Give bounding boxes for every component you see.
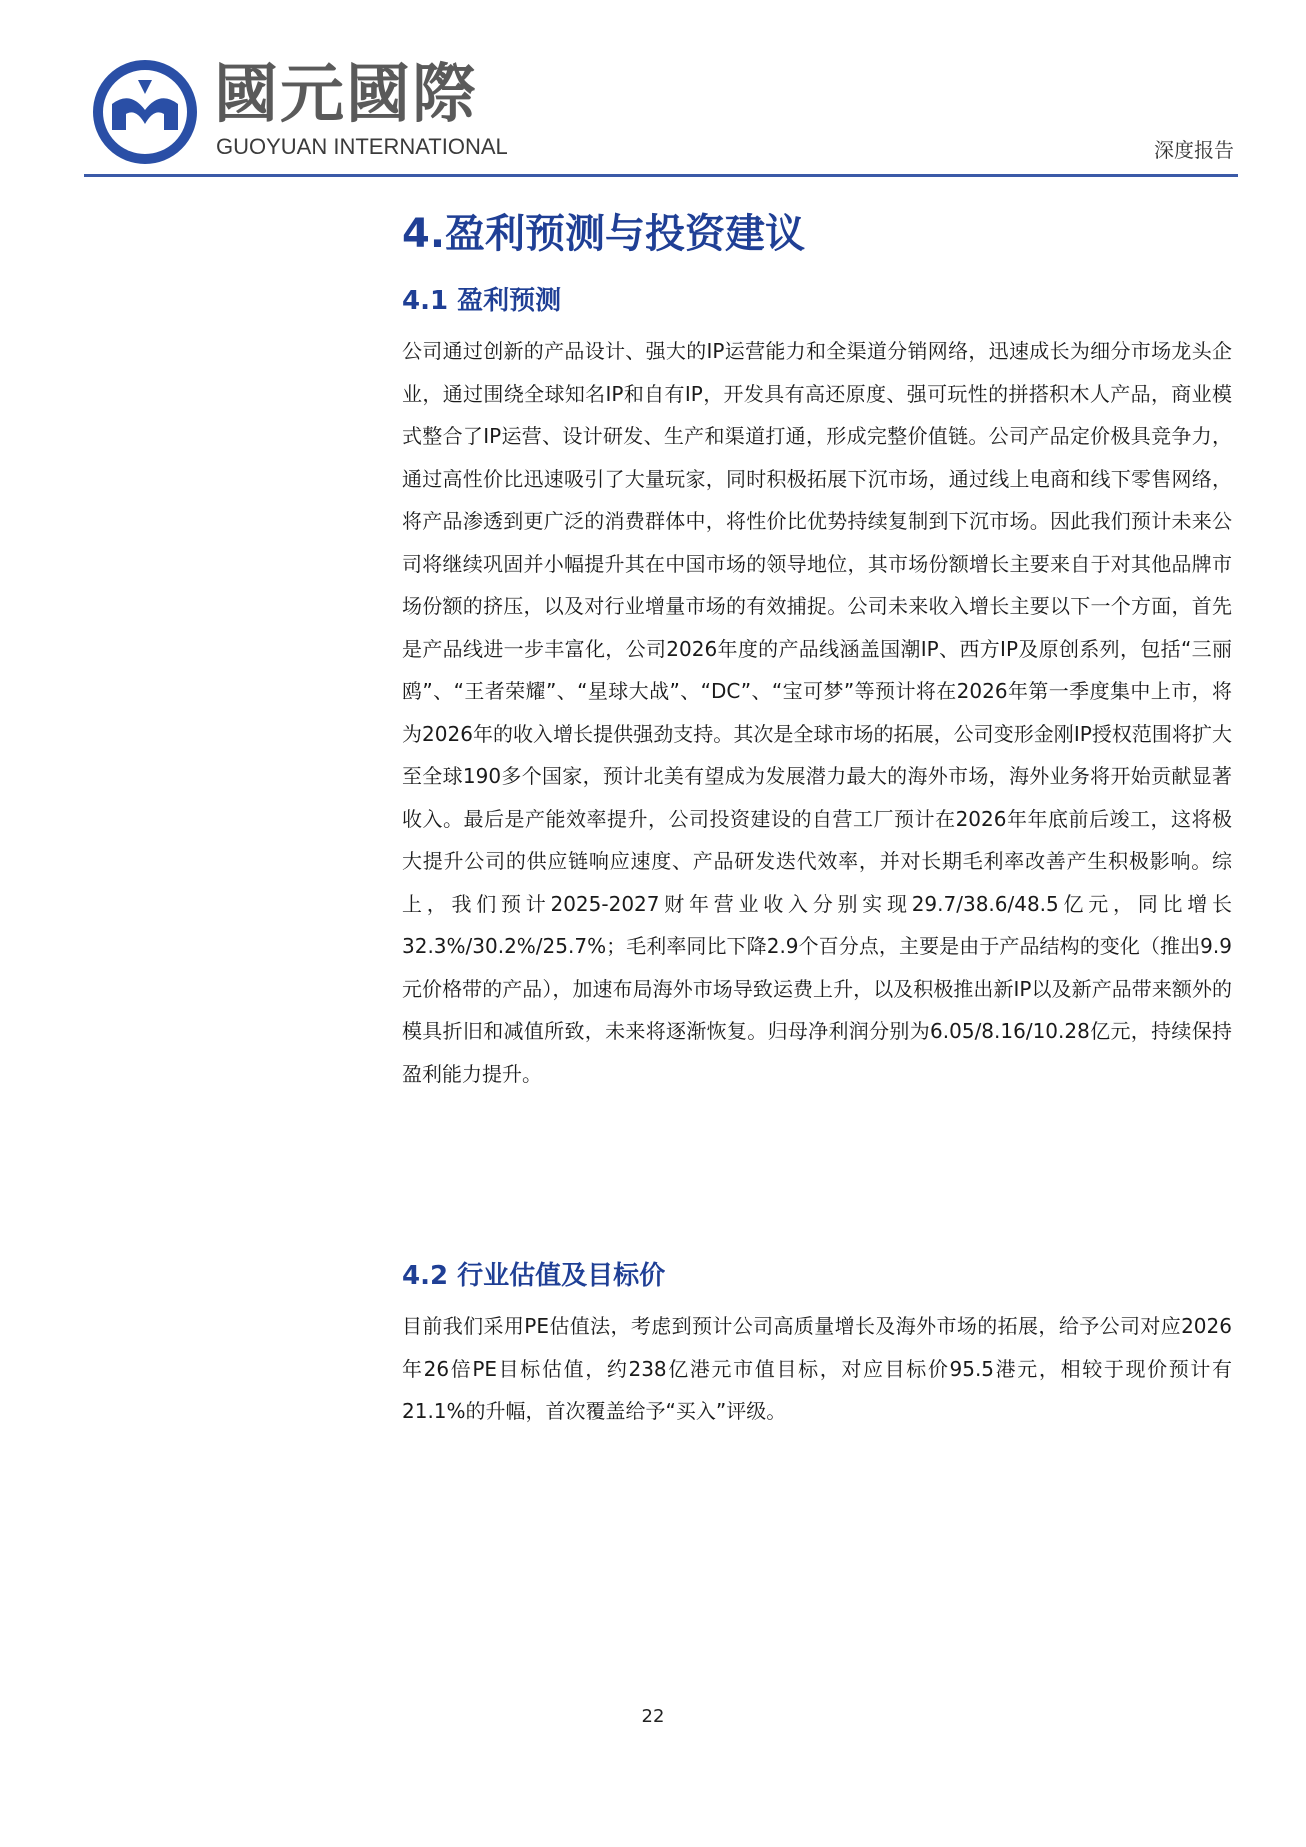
subsection-title-earnings-forecast: 4.1 盈利预测 — [402, 286, 562, 316]
guoyuan-logo-icon — [90, 60, 200, 164]
subsection-title-valuation: 4.2 行业估值及目标价 — [402, 1261, 666, 1291]
paragraph-earnings-forecast: 公司通过创新的产品设计、强大的IP运营能力和全渠道分销网络，迅速成长为细分市场龙头企业，通过围绕全球知名IP和自有IP，开发具有高还原度、强可玩性的拼搭积木人产品，商业模式整合了IP运营、设计研发、生产和渠道打通，形成完整价值链。公司产品定价极具竞争力，通过高性价比迅速吸引了大量玩家，同时积极拓展下沉市场，通过线上电商和线下零售网络，将产品渗透到更广泛的消费群体中，将性价比优势持续复制到下沉市场。因此我们预计未来公司将继续巩固并小幅提升其在中国市场的领导地位，其市场份额增长主要来自于对其他品牌市场份额的挤压，以及对行业增量市场的有效捕捉。公司未来收入增长主要以下一个方面，首先是产品线进一步丰富化，公司2026年度的产品线涵盖国潮IP、西方IP及原创系列，包括“三丽鸥”、“王者荣耀”、“星球大战”、“DC”、“宝可梦”等预计将在2026年第一季度集中上市，将为2026年的收入增长提供强劲支持。其次是全球市场的拓展，公司变形金刚IP授权范围将扩大至全球190多个国家，预计北美有望成为发展潜力最大的海外市场，海外业务将开始贡献显著收入。最后是产能效率提升，公司投资建设的自营工厂预计在2026年年底前后竣工，这将极大提升公司的供应链响应速度、产品研发迭代效率，并对长期毛利率改善产生积极影响。综上，我们预计2025-2027财年营业收入分别实现29.7/38.6/48.5亿元，同比增长32.3%/30.2%/25.7%；毛利率同比下降2.9个百分点，主要是由于产品结构的变化（推出9.9元价格带的产品），加速布局海外市场导致运费上升，以及积极推出新IP以及新产品带来额外的模具折旧和减值所致，未来将逐渐恢复。归母净利润分别为6.05/8.16/10.28亿元，持续保持盈利能力提升。 — [402, 339, 1232, 1086]
section-title: 4.盈利预测与投资建议 — [402, 211, 806, 257]
logo-english-name: GUOYUAN INTERNATIONAL — [216, 134, 508, 159]
page-number: 22 — [641, 1706, 665, 1727]
report-type-label: 深度报告 — [1154, 138, 1234, 162]
paragraph-valuation: 目前我们采用PE估值法，考虑到预计公司高质量增长及海外市场的拓展，给予公司对应2026年26倍PE目标估值，约238亿港元市值目标，对应目标价95.5港元，相较于现价预计有21.1%的升幅，首次覆盖给予“买入”评级。 — [402, 1314, 1232, 1423]
logo-chinese-name: 國元國際 — [214, 58, 478, 132]
page-header — [84, 54, 1238, 177]
